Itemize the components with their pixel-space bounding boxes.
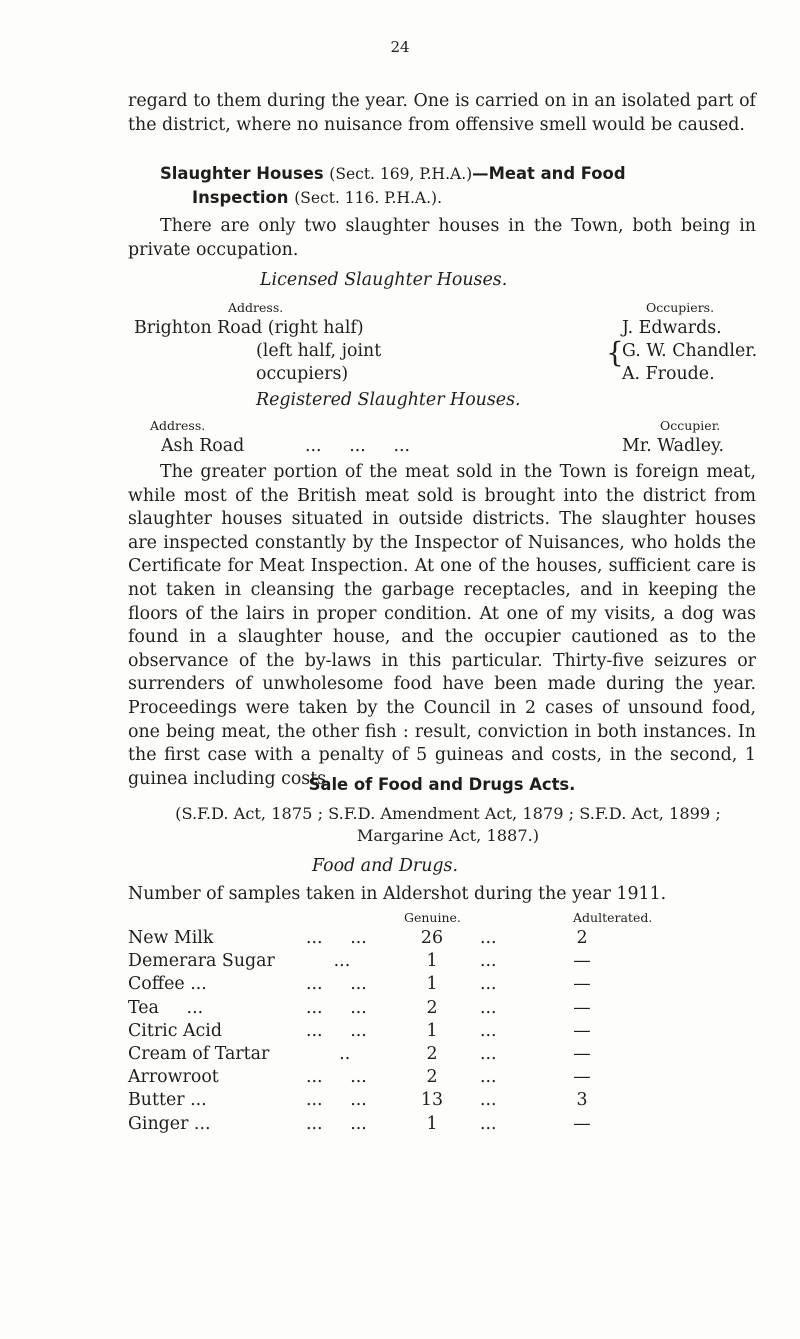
table-row <box>128 1067 768 1089</box>
registered-dots: ... ... ... <box>305 436 411 456</box>
licensed-address-line-2: (left half, joint <box>256 341 382 361</box>
private-occupation-paragraph: There are only two slaughter houses in the Town, both being in private occupation. <box>128 216 756 260</box>
leader-dots: ... <box>480 997 497 1018</box>
adulterated-count: — <box>573 1044 591 1064</box>
adulterated-count: — <box>573 974 591 995</box>
sample-item: Cream of Tartar <box>128 1044 270 1064</box>
heading-bold-1: Slaughter Houses <box>160 164 324 183</box>
leader-dots: ... ... <box>306 1113 367 1134</box>
adulterated-count: — <box>573 951 591 972</box>
table-row <box>128 928 768 950</box>
genuine-count: 2 <box>426 997 438 1018</box>
heading-bold-2: —Meat and Food <box>472 164 626 183</box>
licensed-occupier-1: J. Edwards. <box>622 318 722 338</box>
licensed-address-header: Address. <box>228 300 284 315</box>
sale-of-food-heading: Sale of Food and Drugs Acts. <box>308 775 576 794</box>
table-row <box>128 951 768 973</box>
sample-item: Demerara Sugar <box>128 951 275 972</box>
leader-dots: ... <box>480 1020 497 1041</box>
sample-item: Arrowroot <box>128 1067 219 1088</box>
genuine-count: 13 <box>420 1090 444 1111</box>
sample-item: Coffee ... <box>128 974 207 995</box>
adulterated-count: 2 <box>576 928 588 948</box>
leader-dots: .. <box>306 1044 351 1064</box>
genuine-header: Genuine. <box>404 910 461 925</box>
genuine-count: 1 <box>426 951 438 972</box>
genuine-count: 26 <box>420 928 444 948</box>
genuine-count: 2 <box>426 1067 438 1088</box>
sample-item: Citric Acid <box>128 1020 222 1041</box>
genuine-count: 1 <box>426 1113 438 1134</box>
food-and-drugs-title: Food and Drugs. <box>312 856 458 876</box>
adulterated-count: — <box>573 1113 591 1134</box>
samples-intro: Number of samples taken in Aldershot during the year 1911. <box>128 884 667 904</box>
adulterated-count: — <box>573 1020 591 1041</box>
table-row <box>128 1090 768 1112</box>
genuine-count: 1 <box>426 974 438 995</box>
genuine-count: 2 <box>426 1044 438 1064</box>
leader-dots: ... ... <box>306 928 367 948</box>
leader-dots: ... ... <box>306 997 367 1018</box>
registered-occupier: Mr. Wadley. <box>622 436 725 456</box>
leader-dots: ... <box>480 928 497 948</box>
table-row <box>128 974 768 996</box>
table-row <box>128 998 768 1020</box>
registered-address: Ash Road <box>161 436 245 456</box>
licensed-address-line-1: Brighton Road (right half) <box>134 318 364 338</box>
intro-paragraph: regard to them during the year. One is carried on in an isolated part of the district, where no nuisance from offensive smell would be caused. <box>128 91 756 135</box>
leader-dots: ... <box>480 1090 497 1111</box>
genuine-count: 1 <box>426 1020 438 1041</box>
sample-item: Tea ... <box>128 997 204 1018</box>
leader-dots: ... ... <box>306 1090 367 1111</box>
slaughter-houses-heading <box>128 162 756 210</box>
leader-dots: ... <box>480 1067 497 1088</box>
licensed-occupier-3: A. Froude. <box>622 364 715 384</box>
licensed-address-line-3: occupiers) <box>256 364 349 384</box>
registered-occupier-header: Occupier. <box>660 418 721 433</box>
table-row <box>128 1044 768 1066</box>
adulterated-header: Adulterated. <box>573 910 653 925</box>
licensed-occupiers-header: Occupiers. <box>646 300 715 315</box>
acts-line-1: (S.F.D. Act, 1875 ; S.F.D. Amendment Act, 1879 ; S.F.D. Act, 1899 ; <box>175 804 721 823</box>
adulterated-count: — <box>573 1067 591 1088</box>
leader-dots: ... ... <box>306 1020 367 1041</box>
leader-dots: ... <box>480 1044 497 1064</box>
sample-item: New Milk <box>128 928 214 948</box>
leader-dots: ... <box>480 974 497 995</box>
leader-dots: ... ... <box>306 974 367 995</box>
page-number: 24 <box>390 38 410 56</box>
heading-bold-3: Inspection <box>192 188 289 207</box>
heading-section-169: (Sect. 169, P.H.A.) <box>329 165 473 183</box>
sample-item: Ginger ... <box>128 1113 211 1134</box>
meat-inspection-paragraph: The greater portion of the meat sold in the Town is foreign meat, while most of the British meat sold is brought into the district from slaughter houses situated in outside districts. The slaughter houses are inspected constantly by the Inspector of Nuisances, who holds the Certificate for Meat Inspection. At one of the houses, sufficient care is not taken in cleansing the garbage receptacles, and in keeping the floors of the lairs in proper condition. At one of my visits, a dog was found in a slaughter house, and the occupier cautioned as to the observance of the by-laws in this particular. Thirty-five seizures or surrenders of unwholesome food have been made during the year. Proceedings were taken by the Council in 2 cases of unsound food, one being meat, the other fish : result, conviction in both instances. In the first case with a penalty of 5 guineas and costs, in the second, 1 guinea including costs. <box>128 462 756 789</box>
table-row <box>128 1114 768 1136</box>
adulterated-count: 3 <box>576 1090 588 1111</box>
acts-line-2: Margarine Act, 1887.) <box>356 826 540 845</box>
leader-dots: ... <box>480 951 497 972</box>
table-row <box>128 1021 768 1043</box>
sample-item: Butter ... <box>128 1090 207 1111</box>
registered-slaughter-houses-title: Registered Slaughter Houses. <box>256 390 521 410</box>
licensed-occupier-2: G. W. Chandler. <box>622 341 758 361</box>
leader-dots: ... <box>480 1113 497 1134</box>
licensed-slaughter-houses-title: Licensed Slaughter Houses. <box>260 270 508 290</box>
brace-icon: { <box>606 336 624 369</box>
registered-address-header: Address. <box>150 418 206 433</box>
leader-dots: ... <box>306 951 351 972</box>
leader-dots: ... ... <box>306 1067 367 1088</box>
heading-section-116: (Sect. 116. P.H.A.). <box>294 189 442 207</box>
adulterated-count: — <box>573 997 591 1018</box>
